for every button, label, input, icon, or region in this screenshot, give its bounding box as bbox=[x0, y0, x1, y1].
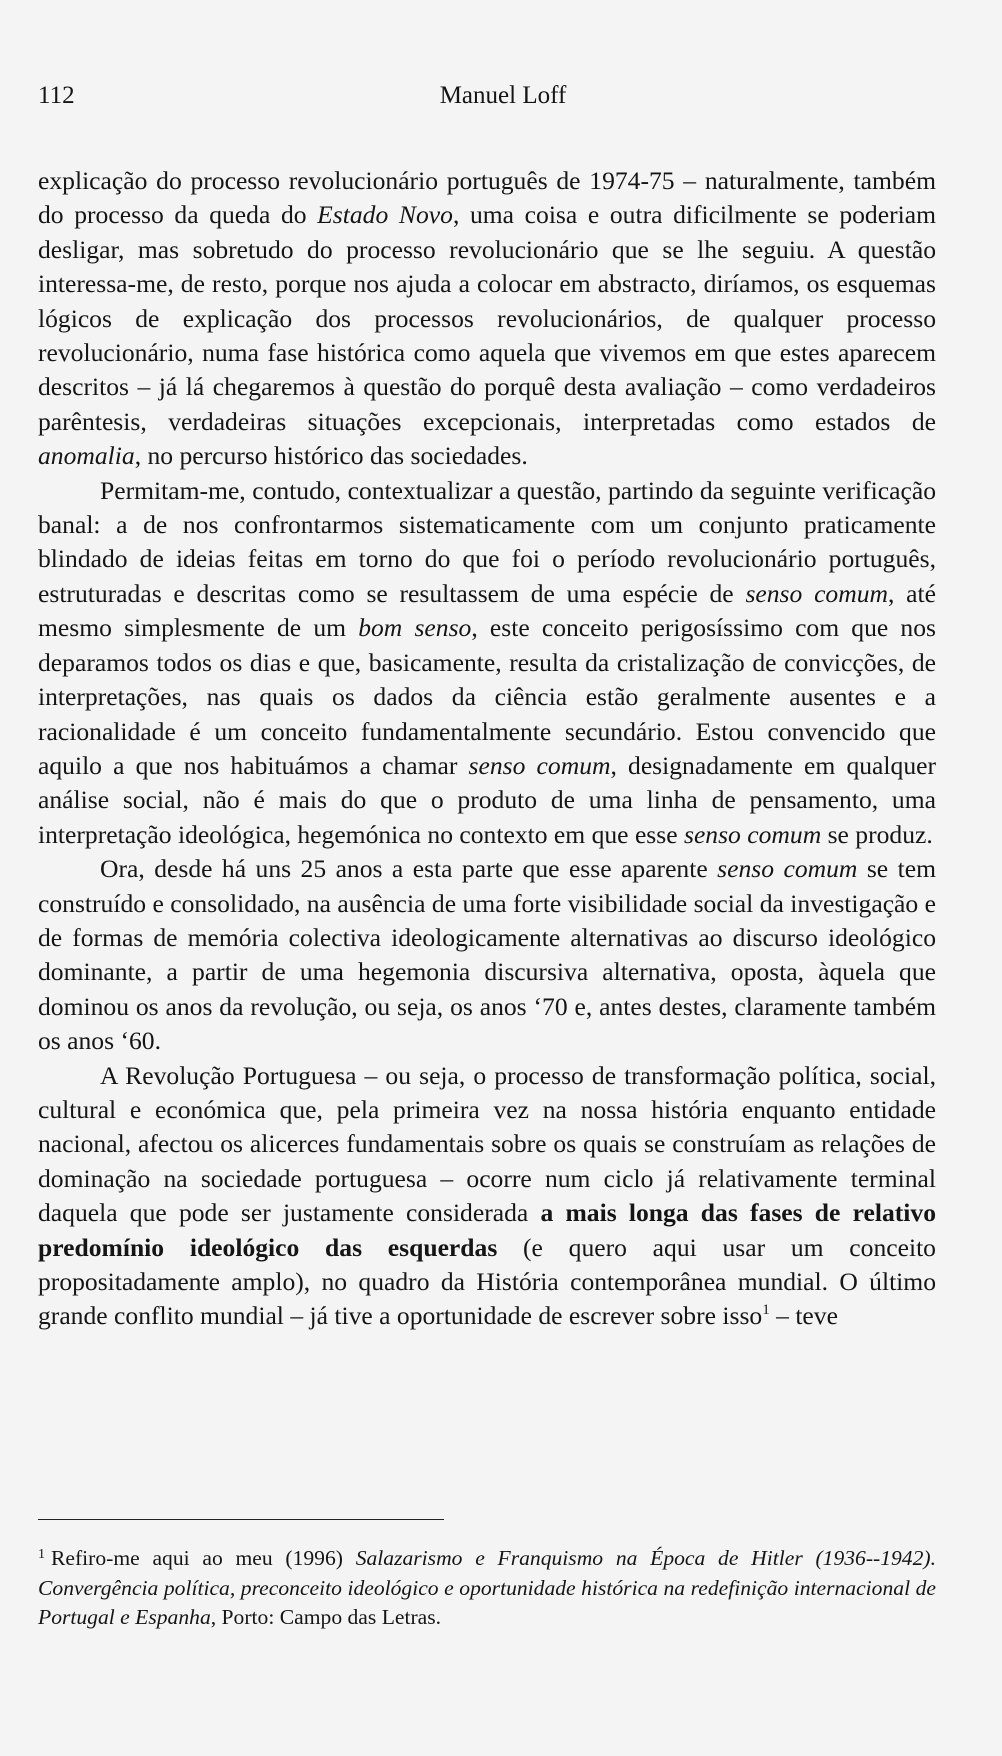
text-run: , este conceito perigosíssimo com que nos deparamos todos os dias e que, basicamente, resulta da cristalização de convicções, de interpretações, nas quais os dados da ciência estão geralmente ausentes e a racionalidade é um conceito fundamentalmente secundário. Estou convencido que aquilo a que nos habituámos a chamar bbox=[38, 613, 936, 780]
text-run: se produz. bbox=[821, 819, 933, 849]
italic-run: bom senso bbox=[358, 613, 472, 643]
italic-run: senso comum bbox=[683, 819, 822, 849]
page-number: 112 bbox=[38, 82, 75, 109]
paragraph bbox=[38, 474, 936, 852]
running-head bbox=[38, 78, 932, 114]
footnote-reference: 1 bbox=[762, 1302, 770, 1319]
bold-run: a mais longa das fases de relativo predomínio ideológico das esquerdas bbox=[38, 1198, 936, 1262]
text-run: , no percurso histórico das sociedades. bbox=[134, 441, 528, 471]
italic-run: Salazarismo e Franquismo na Época de Hitler (1936--1942). Convergência política, preconceito ideológico e oportunidade histórica na redefinição internacional de Portugal e Espanha bbox=[38, 1546, 936, 1629]
paragraph bbox=[38, 1059, 936, 1334]
paragraph bbox=[38, 164, 936, 474]
footnote-divider bbox=[38, 1519, 444, 1520]
text-run: – teve bbox=[769, 1301, 838, 1331]
text-run: Permitam-me, contudo, contextualizar a questão, partindo da seguinte verificação banal: a de nos confrontarmos sistematicamente com um conjunto praticamente blindado de ideias feitas em torno do que foi o período revolucionário português, estruturadas e descritas como se resultassem de uma espécie de bbox=[38, 475, 936, 608]
body-text bbox=[38, 164, 936, 1334]
text-run: , Porto: Campo das Letras. bbox=[210, 1605, 442, 1629]
italic-run: senso comum bbox=[468, 750, 611, 780]
italic-run: senso comum bbox=[745, 578, 888, 608]
footnote-marker: 1 bbox=[38, 1547, 45, 1562]
text-run: , designadamente em qualquer análise social, não é mais do que o produto de uma linha de pensamento, uma interpretação ideológica, hegemónica no contexto em que esse bbox=[38, 750, 936, 849]
paragraph bbox=[38, 852, 936, 1058]
footnote bbox=[38, 1544, 936, 1633]
text-run: explicação do processo revolucionário português de 1974-75 – naturalmente, também do processo da queda do bbox=[38, 166, 936, 230]
text-run: , uma coisa e outra dificilmente se poderiam desligar, mas sobretudo do processo revolucionário que se lhe seguiu. A questão interessa-me, de resto, porque nos ajuda a colocar em abstracto, diríamos, os esquemas lógicos de explicação dos processos revolucionários, de qualquer processo revolucionário, numa fase histórica como aquela que vivemos em que estes aparecem descritos – já lá chegaremos à questão do porquê desta avaliação – como verdadeiros parêntesis, verdadeiras situações excepcionais, interpretadas como estados de bbox=[38, 200, 936, 436]
italic-run: Estado Novo bbox=[317, 200, 453, 230]
italic-run: senso comum bbox=[717, 854, 858, 884]
text-run: Refiro-me aqui ao meu (1996) bbox=[51, 1546, 356, 1570]
italic-run: anomalia bbox=[38, 441, 135, 471]
running-title: Manuel Loff bbox=[439, 82, 567, 109]
text-run: Ora, desde há uns 25 anos a esta parte que esse aparente bbox=[100, 854, 718, 884]
text-run: (e quero aqui usar um conceito propositadamente amplo), no quadro da História contemporânea mundial. O último grande conflito mundial – já tive a oportunidade de escrever sobre isso bbox=[38, 1232, 936, 1331]
text-run: se tem construído e consolidado, na ausência de uma forte visibilidade social da investigação e de formas de memória colectiva ideologicamente alternativas ao discurso ideológico dominante, a partir de uma hegemonia discursiva alternativa, oposta, àquela que dominou os anos da revolução, ou seja, os anos ‘70 e, antes destes, claramente também os anos ‘60. bbox=[38, 854, 936, 1056]
text-run: A Revolução Portuguesa – ou seja, o processo de transformação política, social, cultural e económica que, pela primeira vez na nossa história enquanto entidade nacional, afectou os alicerces fundamentais sobre os quais se construíam as relações de dominação na sociedade portuguesa – ocorre num ciclo já relativamente terminal daquela que pode ser justamente considerada bbox=[38, 1060, 936, 1228]
text-run: , até mesmo simplesmente de um bbox=[38, 578, 936, 643]
